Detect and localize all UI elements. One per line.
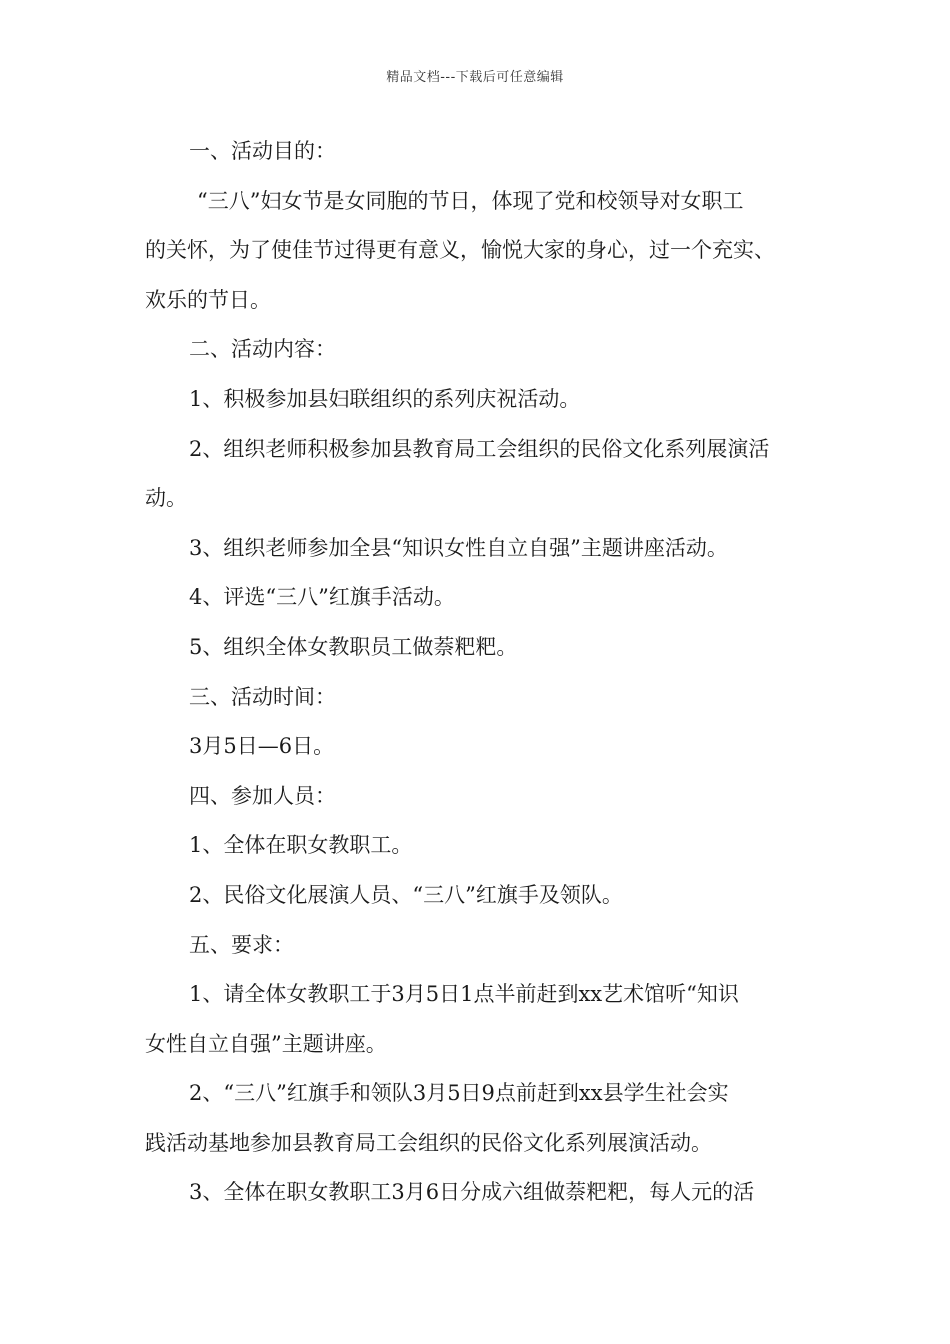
- list-item: 1、请全体女教职工于3月5日1点半前赶到xx艺术馆听“知识: [189, 982, 739, 1007]
- page-header-watermark: 精品文档---下载后可任意编辑: [386, 70, 564, 85]
- section-heading-participants: 四、参加人员：: [189, 783, 336, 808]
- list-item: 3、全体在职女教职工3月6日分成六组做萘粑粑，每人元的活: [189, 1180, 755, 1205]
- paragraph-line: 3月5日—6日。: [189, 734, 335, 759]
- section-heading-requirements: 五、要求：: [189, 932, 294, 957]
- list-item: 2、“三八”红旗手和领队3月5日9点前赶到xx县学生社会实: [189, 1081, 729, 1106]
- paragraph-line: 女性自立自强”主题讲座。: [145, 1031, 387, 1056]
- paragraph-line: 践活动基地参加县教育局工会组织的民俗文化系列展演活动。: [145, 1130, 712, 1155]
- list-item: 1、积极参加县妇联组织的系列庆祝活动。: [189, 386, 581, 411]
- list-item: 3、组织老师参加全县“知识女性自立自强”主题讲座活动。: [189, 535, 728, 560]
- list-item: 5、组织全体女教职员工做萘粑粑。: [189, 634, 518, 659]
- paragraph-line: 动。: [145, 486, 187, 511]
- section-heading-time: 三、活动时间：: [189, 684, 336, 709]
- paragraph-line: 的关怀，为了使佳节过得更有意义，愉悦大家的身心，过一个充实、: [145, 238, 775, 263]
- section-heading-purpose: 一、活动目的：: [189, 139, 336, 163]
- list-item: 1、全体在职女教职工。: [189, 833, 413, 858]
- list-item: 2、民俗文化展演人员、“三八”红旗手及领队。: [189, 882, 623, 907]
- paragraph-line: 欢乐的节日。: [145, 287, 271, 312]
- section-heading-content: 二、活动内容：: [189, 337, 336, 362]
- list-item: 4、评选“三八”红旗手活动。: [189, 585, 455, 610]
- list-item: 2、组织老师积极参加县教育局工会组织的民俗文化系列展演活: [189, 436, 770, 461]
- document-body: [145, 127, 817, 1218]
- paragraph-line: “三八”妇女节是女同胞的节日，体现了党和校领导对女职工: [197, 188, 744, 213]
